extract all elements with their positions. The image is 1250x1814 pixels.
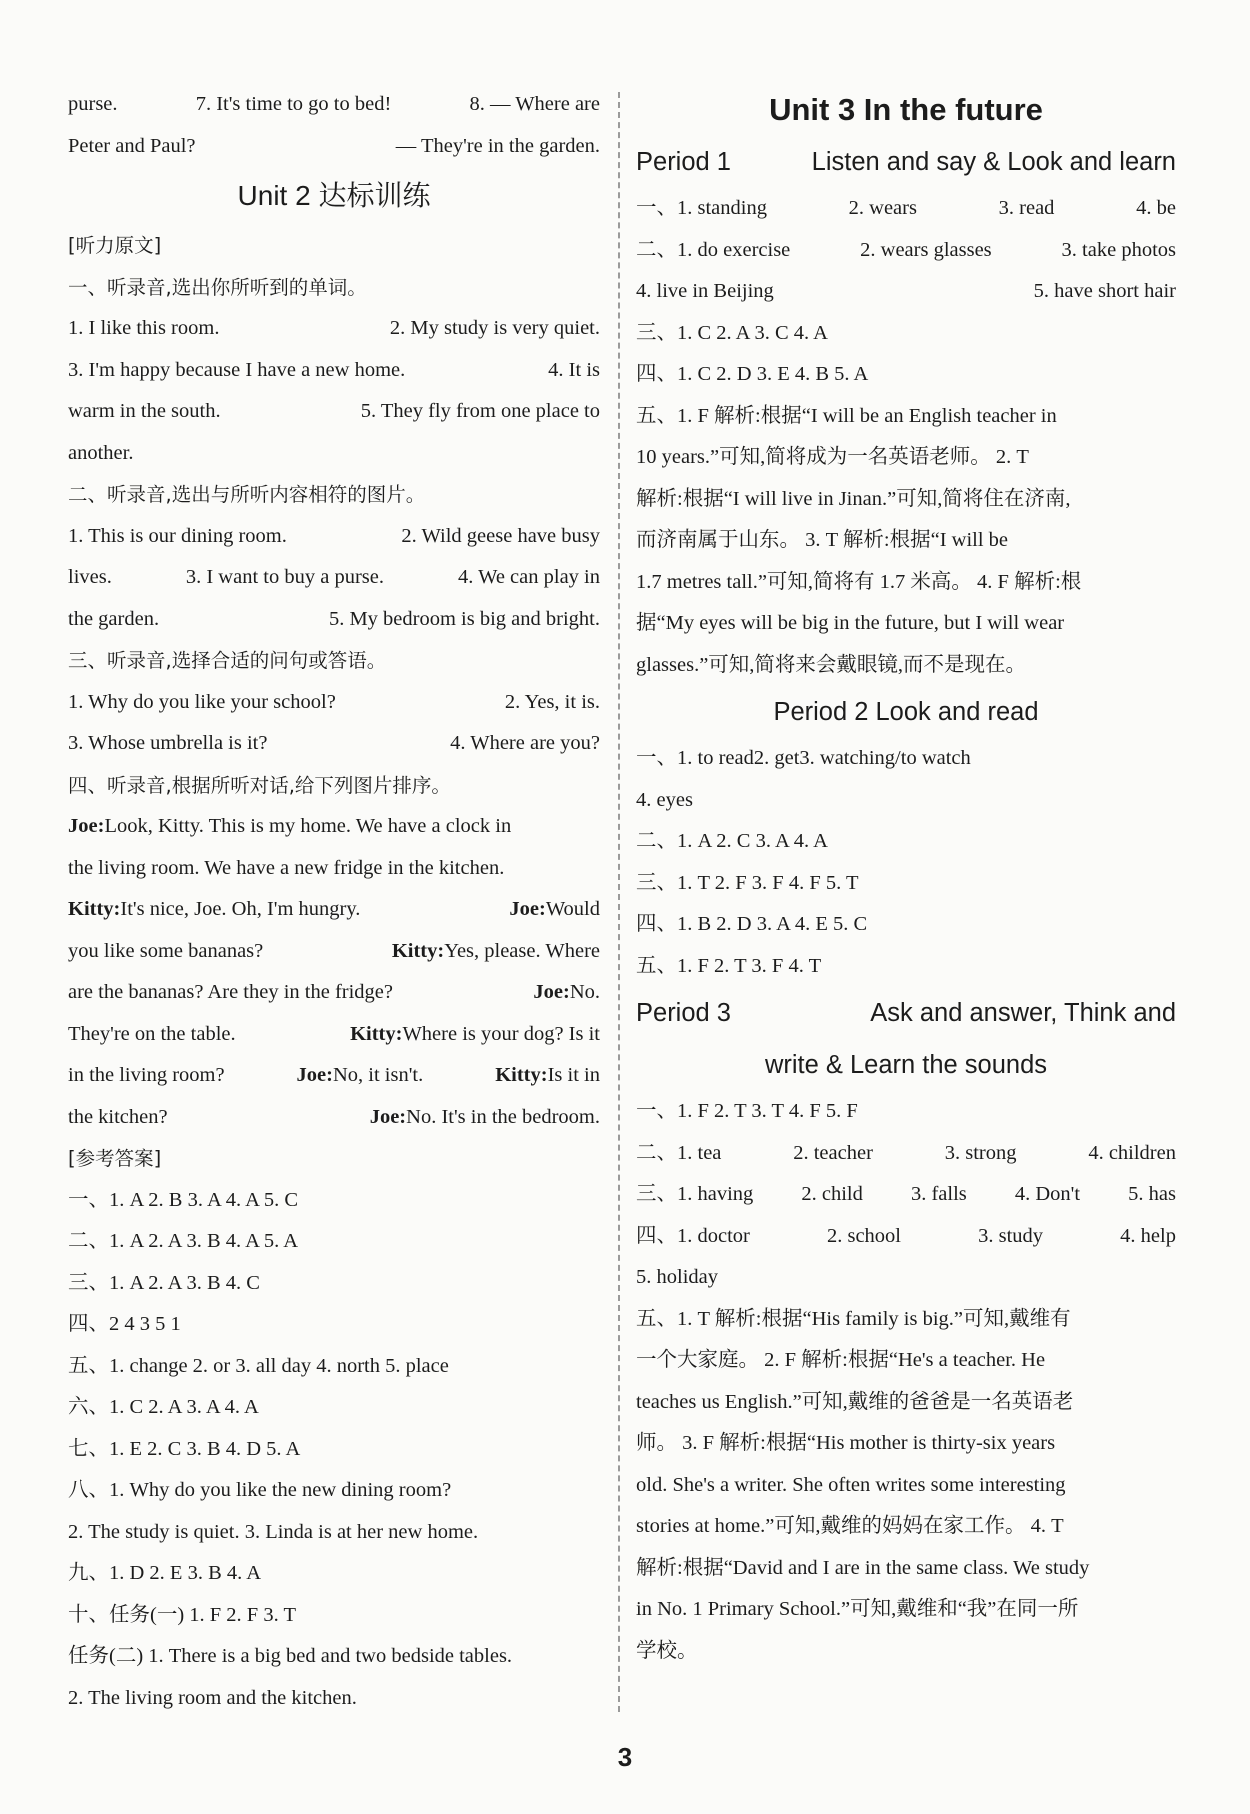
dialogue-chunk xyxy=(68,889,360,931)
answer-line-part: 1.7 metres tall.”可知,简将有 1.7 米高。 4. F 解析:根 xyxy=(636,570,1082,593)
unit3-title: Unit 3 In the future xyxy=(769,92,1043,127)
answer-line xyxy=(636,437,1176,479)
answer-line xyxy=(636,313,1176,355)
answer-line xyxy=(636,562,1176,604)
answer-line-part: 4. live in Beijing xyxy=(636,280,774,302)
answer-line: 2. The living room and the kitchen. xyxy=(68,1686,357,1709)
answer-line xyxy=(636,738,1176,780)
dialogue-line xyxy=(68,931,600,973)
dialogue-chunk xyxy=(68,1055,225,1097)
dialogue-chunk xyxy=(68,1014,236,1056)
text-line-part: — They're in the garden. xyxy=(395,134,600,157)
answer-line: 三、1. A 2. A 3. B 4. C xyxy=(68,1271,260,1294)
dialogue-chunk xyxy=(68,972,393,1014)
answer-line-part: old. She's a writer. She often writes some interesting xyxy=(636,1473,1066,1496)
answer-line-part: 三、1. T 2. F 3. F 4. F 5. T xyxy=(636,871,859,894)
answer-line-part: teaches us English.”可知,戴维的爸爸是一名英语老 xyxy=(636,1390,1074,1413)
answer-line xyxy=(636,1423,1176,1465)
answer-line-part: 四、1. C 2. D 3. E 4. B 5. A xyxy=(636,363,869,385)
answer-line xyxy=(636,396,1176,438)
answer-line xyxy=(636,188,1176,230)
answer-line-part: 三、1. having xyxy=(636,1183,754,1205)
answer-line xyxy=(636,904,1176,946)
answer-line-part: 五、1. F 2. T 3. F 4. T xyxy=(636,954,822,977)
dialogue-line xyxy=(68,848,600,890)
dialogue-chunk xyxy=(68,931,263,973)
text-line xyxy=(68,350,600,392)
answer-line-part: 10 years.”可知,简将成为一名英语老师。 2. T xyxy=(636,446,1029,468)
answer-line xyxy=(636,1299,1176,1341)
right-column xyxy=(636,84,1176,1672)
answer-line-part: 2. school xyxy=(826,1224,902,1247)
dialogue-line xyxy=(68,806,600,848)
dialogue-text: Where is your dog? Is it xyxy=(402,1022,600,1045)
answer-line-part: 一个大家庭。 2. F 解析:根据“He's a teacher. He xyxy=(636,1349,1046,1371)
answer-line xyxy=(636,1506,1176,1548)
period3-title xyxy=(636,987,1176,1039)
answer-line xyxy=(636,230,1176,272)
answer-line-part: 学校。 xyxy=(636,1639,698,1662)
text-line-part: 3. Whose umbrella is it? xyxy=(68,732,268,754)
dialogue-text: Yes, please. Where xyxy=(444,939,600,962)
answer-line-part: 五、1. F 解析:根据“I will be an English teacher in xyxy=(636,404,1057,427)
dialogue-text: No. xyxy=(569,981,600,1003)
answer-line xyxy=(636,645,1176,687)
text-line-part: 7. It's time to go to bed! xyxy=(195,93,392,115)
dialogue-text: Would xyxy=(545,898,600,920)
answer-line-part: 2. get xyxy=(753,747,800,769)
period2-title: Period 2 Look and read xyxy=(773,698,1039,726)
answer-line-part: 五、1. T 解析:根据“His family is big.”可知,戴维有 xyxy=(636,1307,1071,1330)
dialogue-text: the living room. We have a new fridge in the kitchen. xyxy=(68,856,505,879)
answer-line-part: 师。 3. F 解析:根据“His mother is thirty-six years xyxy=(636,1432,1056,1454)
speaker-name: Kitty: xyxy=(68,898,121,920)
answer-line xyxy=(636,1631,1176,1673)
speaker-name: Joe: xyxy=(369,1105,407,1128)
answer-line: 九、1. D 2. E 3. B 4. A xyxy=(68,1562,262,1584)
text-line-part: 2. Yes, it is. xyxy=(504,690,600,713)
dialogue-text: in the living room? xyxy=(68,1064,225,1086)
answer-line-part: 四、1. B 2. D 3. A 4. E 5. C xyxy=(636,913,868,935)
answer-line-part: 2. wears xyxy=(848,197,917,219)
answer-line: 任务(二) 1. There is a big bed and two bedside tables. xyxy=(68,1645,513,1667)
answer-line-part: in No. 1 Primary School.”可知,戴维和“我”在同一所 xyxy=(636,1598,1079,1620)
text-line xyxy=(68,308,600,350)
text-line xyxy=(68,682,600,724)
answer-line: 四、2 4 3 5 1 xyxy=(68,1313,181,1335)
answer-line xyxy=(636,780,1176,822)
section-title: 三、听录音,选择合适的问句或答语。 xyxy=(68,649,387,672)
answer-line-part: 2. teacher xyxy=(793,1141,873,1164)
speaker-name: Joe: xyxy=(533,981,570,1003)
answer-line xyxy=(636,1174,1176,1216)
dialogue-chunk xyxy=(392,931,600,973)
text-line-part: 1. This is our dining room. xyxy=(68,524,287,547)
answer-line xyxy=(636,1382,1176,1424)
text-line-part: 5. They fly from one place to xyxy=(360,400,600,422)
answer-line-part: 2. child xyxy=(801,1183,863,1205)
section-title: 四、听录音,根据所听对话,给下列图片排序。 xyxy=(68,773,451,797)
dialogue-text: No, it isn't. xyxy=(332,1064,424,1086)
answer-line xyxy=(636,1589,1176,1631)
speaker-name: Kitty: xyxy=(495,1064,548,1086)
answer-line-part: 3. study xyxy=(978,1224,1044,1247)
dialogue-chunk xyxy=(495,1055,600,1097)
text-line xyxy=(68,599,600,641)
answer-line xyxy=(636,863,1176,905)
answer-line-part: glasses.”可知,简将来会戴眼镜,而不是现在。 xyxy=(636,653,1027,676)
text-line-part: 8. — Where are xyxy=(469,93,600,115)
speaker-name: Kitty: xyxy=(391,939,445,962)
answer-line-part: 解析:根据“David and I are in the same class. We study xyxy=(636,1556,1090,1579)
text-line-part: 2. Wild geese have busy xyxy=(401,524,600,547)
dialogue-line xyxy=(68,972,600,1014)
answer-line-part: 4. be xyxy=(1136,197,1176,219)
text-line-part: 4. We can play in xyxy=(458,566,600,588)
text-line xyxy=(68,557,600,599)
dialogue-chunk xyxy=(68,806,511,848)
speaker-name: Kitty: xyxy=(350,1022,403,1045)
answer-line xyxy=(636,1340,1176,1382)
period1-title-part: Period 1 xyxy=(636,148,731,176)
answer-line: 八、1. Why do you like the new dining room? xyxy=(68,1479,452,1501)
listening-label: [听力原文] xyxy=(68,234,162,257)
answer-line: 六、1. C 2. A 3. A 4. A xyxy=(68,1396,259,1418)
dialogue-chunk xyxy=(370,1097,600,1139)
answer-line-part: 4. Don't xyxy=(1014,1183,1081,1205)
answer-line xyxy=(636,821,1176,863)
text-line xyxy=(68,723,600,765)
answer-line-part: 二、1. tea xyxy=(636,1141,722,1164)
answer-line-part: 5. have short hair xyxy=(1033,280,1176,302)
text-line-part: another. xyxy=(68,441,134,464)
period1-title-part: Listen and say & Look and learn xyxy=(811,148,1176,176)
dialogue-text: They're on the table. xyxy=(68,1022,236,1045)
answer-line xyxy=(636,479,1176,521)
text-line-part: 1. Why do you like your school? xyxy=(68,690,336,713)
text-line-part: lives. xyxy=(68,566,112,588)
dialogue-line xyxy=(68,1097,600,1139)
answer-line-part: 5. has xyxy=(1128,1183,1176,1205)
text-line xyxy=(68,84,600,126)
text-line-part: warm in the south. xyxy=(68,400,221,422)
dialogue-chunk xyxy=(350,1014,600,1056)
answer-line xyxy=(636,1465,1176,1507)
answer-line-part: 3. strong xyxy=(944,1141,1017,1164)
answer-line-part: stories at home.”可知,戴维的妈妈在家工作。 4. T xyxy=(636,1515,1064,1537)
answer-line-part: 解析:根据“I will live in Jinan.”可知,简将住在济南, xyxy=(636,487,1071,510)
text-line-part: purse. xyxy=(68,93,118,115)
left-column xyxy=(68,84,600,1719)
unit2-title: Unit 2 达标训练 xyxy=(237,180,431,211)
answer-line-part: 3. take photos xyxy=(1061,238,1176,261)
answer-line: 七、1. E 2. C 3. B 4. D 5. A xyxy=(68,1437,301,1460)
text-line-part: 4. Where are you? xyxy=(450,732,600,754)
speaker-name: Joe: xyxy=(68,815,105,837)
speaker-name: Joe: xyxy=(296,1064,333,1086)
dialogue-chunk xyxy=(68,848,504,890)
dialogue-text: No. It's in the bedroom. xyxy=(406,1105,600,1128)
section-title: 二、听录音,选出与所听内容相符的图片。 xyxy=(68,483,426,506)
dialogue-text: are the bananas? Are they in the fridge? xyxy=(68,981,393,1003)
answer-line xyxy=(636,1133,1176,1175)
dialogue-line xyxy=(68,889,600,931)
text-line-part: 5. My bedroom is big and bright. xyxy=(328,607,600,630)
dialogue-line xyxy=(68,1055,600,1097)
answer-line-part: 四、1. doctor xyxy=(636,1224,750,1247)
text-line-part: 2. My study is very quiet. xyxy=(389,317,600,339)
answer-line-part: 4. eyes xyxy=(636,788,693,811)
dialogue-text: Look, Kitty. This is my home. We have a clock in xyxy=(104,815,512,837)
dialogue-text: you like some bananas? xyxy=(68,939,264,962)
answer-line-part: 3. falls xyxy=(910,1183,967,1205)
period3-title-part: Ask and answer, Think and xyxy=(870,999,1176,1027)
answer-line-part: 而济南属于山东。 3. T 解析:根据“I will be xyxy=(636,529,1009,551)
dialogue-text: the kitchen? xyxy=(68,1105,168,1128)
text-line xyxy=(68,433,600,475)
dialogue-chunk xyxy=(509,889,600,931)
answer-line-part: 三、1. C 2. A 3. C 4. A xyxy=(636,321,828,344)
text-line-part: 1. I like this room. xyxy=(68,317,220,339)
answer-line-part: 一、1. standing xyxy=(636,197,767,219)
answer-line xyxy=(636,603,1176,645)
period3-title-line2: write & Learn the sounds xyxy=(764,1051,1048,1079)
answer-line: 一、1. A 2. B 3. A 4. A 5. C xyxy=(68,1188,299,1211)
page-number: 3 xyxy=(617,1742,633,1772)
answer-line-part: 一、1. F 2. T 3. T 4. F 5. F xyxy=(636,1100,858,1122)
answer-line-part: 2. wears glasses xyxy=(860,238,992,261)
answer-line xyxy=(636,1216,1176,1258)
answer-line-part: 4. children xyxy=(1088,1141,1176,1164)
answer-line xyxy=(636,1548,1176,1590)
text-line-part: the garden. xyxy=(68,607,160,630)
answer-line: 五、1. change 2. or 3. all day 4. north 5. place xyxy=(68,1354,449,1377)
answer-line-part: 5. holiday xyxy=(636,1266,718,1288)
text-line xyxy=(68,391,600,433)
answer-line: 十、任务(一) 1. F 2. F 3. T xyxy=(68,1603,296,1626)
dialogue-text: It's nice, Joe. Oh, I'm hungry. xyxy=(120,898,361,920)
answer-line xyxy=(636,271,1176,313)
dialogue-chunk xyxy=(297,1055,424,1097)
period3-title-part: Period 3 xyxy=(636,999,731,1027)
answer-line: 二、1. A 2. A 3. B 4. A 5. A xyxy=(68,1230,299,1252)
answer-line-part: 一、1. to read xyxy=(636,747,754,769)
answer-line: 2. The study is quiet. 3. Linda is at her new home. xyxy=(68,1520,479,1543)
answer-line xyxy=(636,946,1176,988)
answer-line xyxy=(636,520,1176,562)
dialogue-text: Is it in xyxy=(547,1064,600,1086)
text-line-part: 4. It is xyxy=(548,358,600,381)
text-line xyxy=(68,126,600,168)
answer-line xyxy=(636,1091,1176,1133)
section-title: 一、听录音,选出你所听到的单词。 xyxy=(68,275,367,299)
answer-line-part: 二、1. do exercise xyxy=(636,238,791,261)
answer-line-part: 据“My eyes will be big in the future, but I will wear xyxy=(636,612,1065,634)
answer-line-part: 4. help xyxy=(1120,1224,1176,1247)
text-line-part: Peter and Paul? xyxy=(68,134,196,157)
answer-line-part: 3. watching/to watch xyxy=(799,747,971,769)
column-divider xyxy=(618,92,620,1712)
answer-line xyxy=(636,354,1176,396)
dialogue-chunk xyxy=(533,972,600,1014)
dialogue-chunk xyxy=(68,1097,168,1139)
dialogue-line xyxy=(68,1014,600,1056)
answer-line-part: 二、1. A 2. C 3. A 4. A xyxy=(636,830,828,852)
text-line-part: 3. I want to buy a purse. xyxy=(185,566,384,588)
speaker-name: Joe: xyxy=(509,898,546,920)
text-line-part: 3. I'm happy because I have a new home. xyxy=(68,358,406,381)
answers-label: [参考答案] xyxy=(68,1147,162,1170)
answer-line-part: 3. read xyxy=(998,197,1055,219)
period1-title xyxy=(636,136,1176,188)
text-line xyxy=(68,516,600,558)
answer-line xyxy=(636,1257,1176,1299)
